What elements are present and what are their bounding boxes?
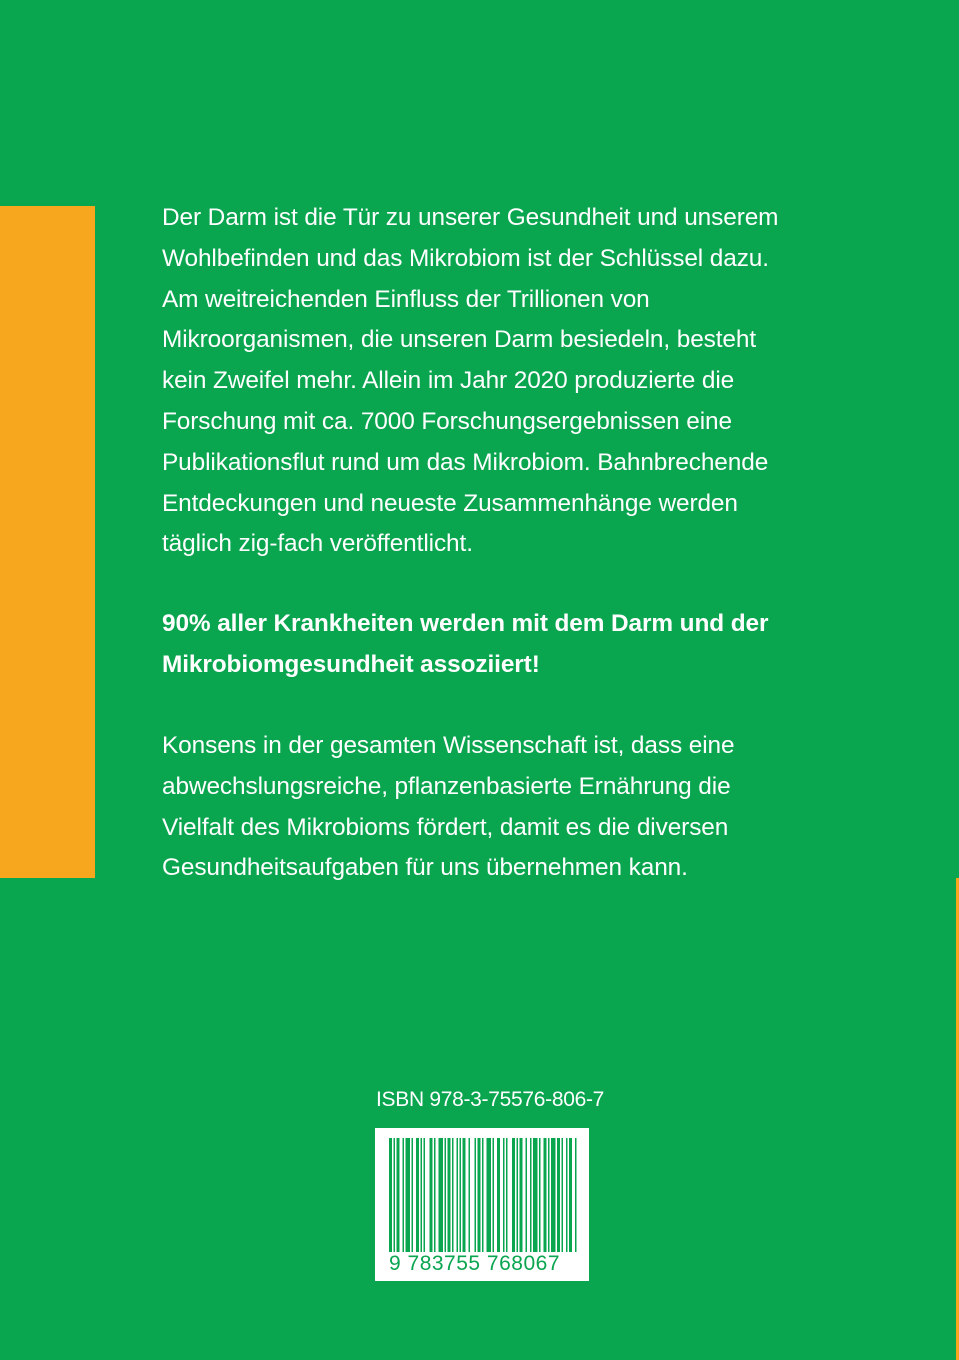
- barcode-bar: [463, 1138, 466, 1252]
- consensus-paragraph: [162, 726, 862, 889]
- barcode-bar: [544, 1138, 547, 1252]
- intro-line: täglich zig-fach veröffentlicht.: [162, 530, 473, 558]
- barcode-bar: [424, 1138, 426, 1252]
- barcode-bar: [497, 1138, 500, 1252]
- barcode-bar: [403, 1138, 405, 1252]
- barcode-bar: [452, 1138, 454, 1252]
- barcode-bar: [562, 1138, 564, 1252]
- intro-line: kein Zweifel mehr. Allein im Jahr 2020 produzierte die: [162, 367, 735, 395]
- consensus-line: Konsens in der gesamten Wissenschaft ist, dass eine: [162, 732, 735, 759]
- barcode-bar: [397, 1138, 400, 1252]
- barcode-bar: [566, 1138, 568, 1252]
- barcode-bar: [493, 1138, 495, 1266]
- barcode-bar: [548, 1138, 550, 1252]
- barcode-bar: [430, 1138, 433, 1252]
- barcode-bar: [457, 1138, 459, 1252]
- barcode-bar: [448, 1138, 451, 1252]
- barcode-bar: [487, 1138, 492, 1252]
- barcode-bar: [517, 1138, 519, 1252]
- isbn-label: ISBN 978-3-75576-806-7: [376, 1088, 605, 1111]
- barcode-bar: [506, 1138, 508, 1252]
- barcode-bar: [469, 1138, 471, 1252]
- barcode-bar: [520, 1138, 523, 1252]
- intro-line: Wohlbefinden und das Mikrobiom ist der Schlüssel dazu.: [162, 244, 769, 272]
- barcode-bar: [533, 1138, 538, 1252]
- isbn-barcode: [375, 1128, 589, 1281]
- intro-line: Der Darm ist die Tür zu unserer Gesundheit und unserem: [162, 204, 779, 231]
- highlight-line: Mikrobiomgesundheit assoziiert!: [162, 650, 540, 678]
- barcode-bar: [412, 1138, 414, 1252]
- barcode-bar: [389, 1138, 392, 1266]
- highlight-line: 90% aller Krankheiten werden mit dem Darm und der: [162, 610, 769, 637]
- barcode-bar: [551, 1138, 556, 1252]
- barcode-bar: [434, 1138, 436, 1252]
- barcode-bar: [421, 1138, 423, 1252]
- barcode-bar: [569, 1138, 572, 1252]
- barcode-bar: [526, 1138, 528, 1252]
- consensus-line: abwechslungsreiche, pflanzenbasierte Ernährung die: [162, 772, 731, 800]
- highlight-statement: [162, 604, 862, 686]
- barcode-bar: [482, 1138, 484, 1252]
- intro-line: Am weitreichenden Einfluss der Trillionen von: [162, 285, 650, 313]
- intro-line: Mikroorganismen, die unseren Darm besiedeln, besteht: [162, 326, 757, 354]
- consensus-line: Gesundheitsaufgaben für uns übernehmen kann.: [162, 854, 688, 882]
- barcode-bar: [460, 1138, 462, 1252]
- barcode-bar: [445, 1138, 447, 1252]
- barcode-bar: [557, 1138, 560, 1252]
- consensus-line: Vielfalt des Mikrobioms fördert, damit es die diversen: [162, 813, 729, 841]
- barcode-bar: [416, 1138, 419, 1252]
- orange-accent-bar: [0, 206, 95, 878]
- barcode-bar: [575, 1138, 577, 1252]
- barcode-digits: 9 783755 768067: [389, 1252, 560, 1275]
- barcode-bar: [439, 1138, 444, 1252]
- barcode-bar: [478, 1138, 481, 1252]
- intro-line: Publikationsflut rund um das Mikrobiom. Bahnbrechende: [162, 448, 769, 476]
- intro-line: Entdeckungen und neueste Zusammenhänge werden: [162, 489, 738, 517]
- barcode-bar: [475, 1138, 477, 1252]
- intro-paragraph: [162, 198, 862, 565]
- barcode-bar: [394, 1138, 396, 1266]
- barcode-bar: [406, 1138, 411, 1252]
- barcode-bar: [530, 1138, 532, 1252]
- barcode-bar: [539, 1138, 541, 1252]
- barcode-bar: [503, 1138, 505, 1252]
- intro-line: Forschung mit ca. 7000 Forschungsergebnissen eine: [162, 407, 732, 435]
- barcode-bar: [512, 1138, 515, 1252]
